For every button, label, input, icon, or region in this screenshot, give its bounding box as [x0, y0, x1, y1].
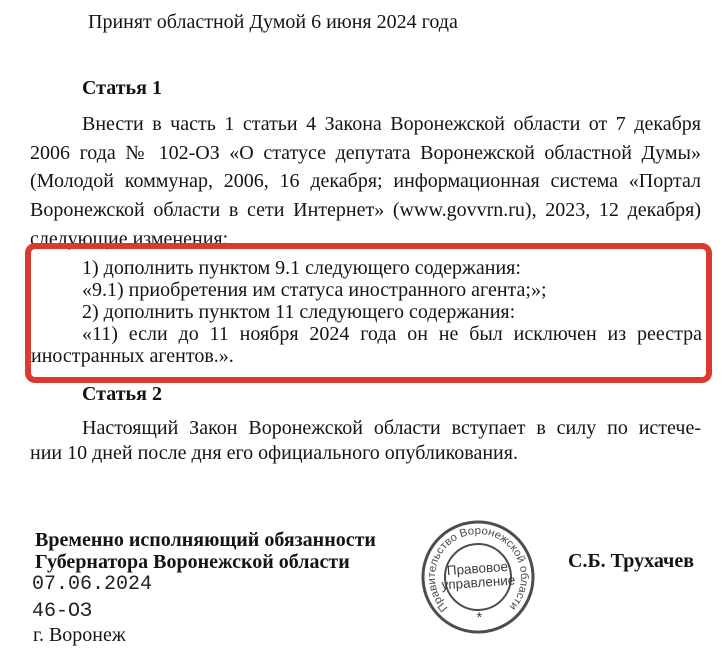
signatory-name: С.Б. Трухачев — [568, 550, 694, 572]
paragraph-line: нии 10 дней после дня его официального опубликования. — [30, 441, 518, 464]
adoption-line: Принят областной Думой 6 июня 2024 года — [88, 11, 458, 33]
seal-star-mark: * — [476, 608, 483, 626]
article-1-heading: Статья 1 — [82, 77, 162, 99]
signatory-position — [35, 530, 376, 573]
seal-center-line2: управление — [441, 572, 516, 593]
amendment-line: «9.1) приобретения им статуса иностранного агента;»; — [82, 279, 547, 301]
signing-city: г. Воронеж — [33, 624, 126, 646]
paragraph-line: Настоящий Закон Воронежской области вступает в силу по истече- — [82, 417, 701, 439]
paragraph-line: Внести в часть 1 статьи 4 Закона Воронежской области от 7 декабря — [82, 113, 701, 135]
paragraph-line: (Молодой коммунар, 2006, 16 декабря; информационная система «Портал — [30, 170, 701, 193]
paragraph-line: 2006 года № 102-ОЗ «О статусе депутата Воронежской областной Думы» — [30, 141, 701, 164]
seal-graphic — [412, 511, 544, 643]
highlight-box-text — [31, 257, 702, 367]
law-number: 46-ОЗ — [32, 600, 93, 623]
amendment-line: 2) дополнить пунктом 11 следующего содержания: — [82, 301, 516, 323]
paragraph-line: Воронежской области в сети Интернет» (www.govvrn.ru), 2023, 12 декабря) — [30, 199, 701, 222]
amendment-line: 1) дополнить пунктом 9.1 следующего содержания: — [82, 257, 521, 279]
article-2-heading: Статья 2 — [82, 383, 162, 405]
signing-date: 07.06.2024 — [32, 573, 153, 596]
signatory-position-line: Губернатора Воронежской области — [35, 550, 350, 573]
amendment-line: «11) если до 11 ноября 2024 года он не был исключен из реестра — [82, 323, 702, 345]
seal-center-line1: Правовое — [446, 558, 509, 579]
signatory-position-line: Временно исполняющий обязанности — [35, 529, 376, 551]
article-2-paragraph — [30, 416, 701, 465]
seal-ring-text: Правительство Воронежской области — [425, 524, 531, 614]
amendment-line: иностранных агентов.». — [31, 345, 234, 367]
article-1-paragraph — [30, 110, 701, 254]
highlight-box — [25, 243, 712, 383]
official-seal — [412, 511, 544, 643]
paragraph-line: следующие изменения: — [30, 227, 229, 250]
